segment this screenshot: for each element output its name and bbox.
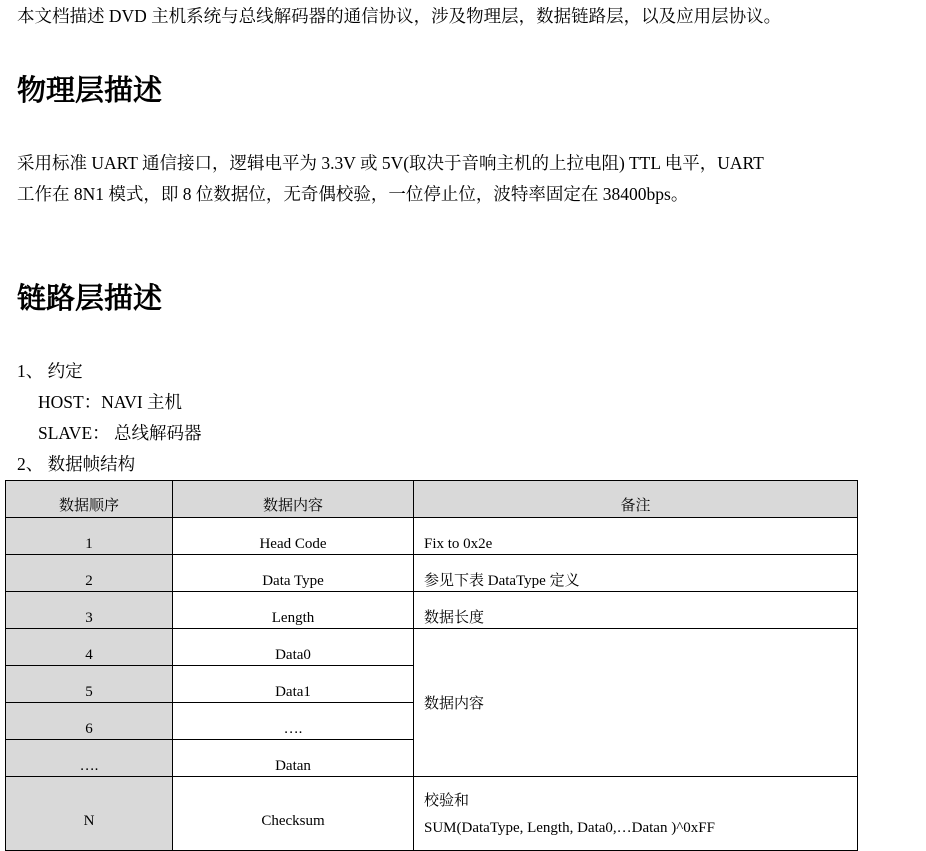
content-cell: Length [173,592,414,629]
note-cell: 参见下表 DataType 定义 [414,555,858,592]
merged-note-cell: 数据内容 [414,629,858,777]
content-cell: Data0 [173,629,414,666]
table-row [6,555,858,592]
checksum-note-cell [414,777,858,851]
header-seq: 数据顺序 [6,481,173,518]
content-cell: Data1 [173,666,414,703]
content-cell: …. [173,703,414,740]
physical-layer-line-1: 采用标准 UART 通信接口，逻辑电平为 3.3V 或 5V(取决于音响主机的上拉电阻) TTL 电平，UART [17,153,764,173]
table-header-row [6,481,858,518]
seq-cell: 6 [6,703,173,740]
physical-layer-heading: 物理层描述 [17,73,163,107]
content-cell: Head Code [173,518,414,555]
table-row [6,777,858,851]
frame-structure-list-item: 2、 数据帧结构 [17,454,136,474]
note-cell: 数据长度 [414,592,858,629]
physical-layer-description [17,148,764,210]
table-row [6,518,858,555]
convention-list-item: 1、 约定 [17,361,83,381]
checksum-note-formula: SUM(DataType, Length, Data0,…Datan )^0xFF [424,820,715,836]
seq-cell: N [6,777,173,851]
header-content: 数据内容 [173,481,414,518]
data-frame-table [5,480,858,851]
seq-cell: 4 [6,629,173,666]
host-definition: HOST：NAVI 主机 [38,392,183,412]
physical-layer-line-2: 工作在 8N1 模式，即 8 位数据位，无奇偶校验，一位停止位，波特率固定在 38400bps。 [17,184,689,204]
slave-definition: SLAVE： 总线解码器 [38,423,202,443]
header-note: 备注 [414,481,858,518]
checksum-note-title: 校验和 [424,793,470,809]
content-cell: Datan [173,740,414,777]
link-layer-heading: 链路层描述 [17,281,163,315]
seq-cell: 5 [6,666,173,703]
intro-paragraph: 本文档描述 DVD 主机系统与总线解码器的通信协议，涉及物理层，数据链路层，以及应用层协议。 [17,6,782,26]
content-cell: Checksum [173,777,414,851]
table-row [6,629,858,666]
seq-cell: …. [6,740,173,777]
table-row [6,592,858,629]
seq-cell: 3 [6,592,173,629]
content-cell: Data Type [173,555,414,592]
seq-cell: 2 [6,555,173,592]
note-cell: Fix to 0x2e [414,518,858,555]
seq-cell: 1 [6,518,173,555]
